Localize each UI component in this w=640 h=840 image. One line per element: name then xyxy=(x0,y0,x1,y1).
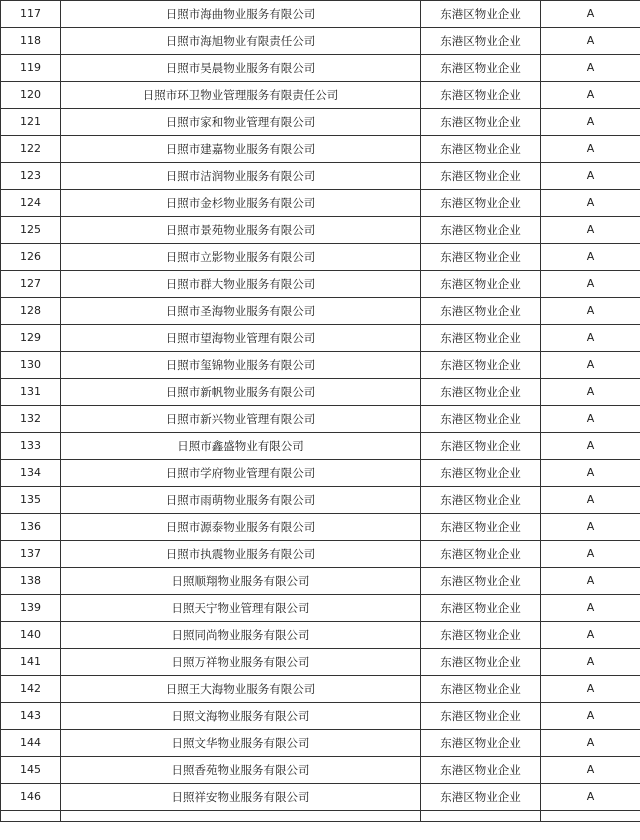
row-number-cell: 142 xyxy=(1,676,61,703)
table-row xyxy=(1,271,640,298)
table-body xyxy=(1,1,640,822)
table-row xyxy=(1,595,640,622)
grade-cell: A xyxy=(541,1,640,28)
table-row xyxy=(1,352,640,379)
company-name-cell: 日照市家和物业管理有限公司 xyxy=(61,109,421,136)
grade-cell: A xyxy=(541,298,640,325)
row-number-cell: 130 xyxy=(1,352,61,379)
grade-cell: A xyxy=(541,460,640,487)
grade-cell: A xyxy=(541,406,640,433)
table-row xyxy=(1,379,640,406)
company-name-cell: 日照天宁物业管理有限公司 xyxy=(61,595,421,622)
company-name-cell: 日照市海曲物业服务有限公司 xyxy=(61,1,421,28)
table-row xyxy=(1,703,640,730)
row-number-cell: 135 xyxy=(1,487,61,514)
district-category-cell: 东港区物业企业 xyxy=(421,298,541,325)
grade-cell: A xyxy=(541,325,640,352)
table-row xyxy=(1,190,640,217)
row-number-cell: 126 xyxy=(1,244,61,271)
row-number-cell: 117 xyxy=(1,1,61,28)
row-number-cell: 145 xyxy=(1,757,61,784)
table-row xyxy=(1,649,640,676)
district-category-cell: 东港区物业企业 xyxy=(421,757,541,784)
row-number-cell: 143 xyxy=(1,703,61,730)
company-name-cell: 日照市景苑物业服务有限公司 xyxy=(61,217,421,244)
table-row xyxy=(1,757,640,784)
district-category-cell: 东港区物业企业 xyxy=(421,568,541,595)
table-row xyxy=(1,163,640,190)
company-name-cell: 日照市执震物业服务有限公司 xyxy=(61,541,421,568)
table-row xyxy=(1,136,640,163)
row-number-cell: 134 xyxy=(1,460,61,487)
grade-cell: A xyxy=(541,568,640,595)
row-number-cell: 144 xyxy=(1,730,61,757)
grade-cell: A xyxy=(541,109,640,136)
row-number-cell: 119 xyxy=(1,55,61,82)
grade-cell: A xyxy=(541,136,640,163)
row-number-cell: 137 xyxy=(1,541,61,568)
company-name-cell: 日照市环卫物业管理服务有限责任公司 xyxy=(61,82,421,109)
company-name-cell: 日照市新帆物业服务有限公司 xyxy=(61,379,421,406)
company-name-cell: 日照市圣海物业服务有限公司 xyxy=(61,298,421,325)
district-category-cell: 东港区物业企业 xyxy=(421,379,541,406)
partial-cell xyxy=(1,811,61,822)
row-number-cell: 128 xyxy=(1,298,61,325)
district-category-cell: 东港区物业企业 xyxy=(421,190,541,217)
grade-cell: A xyxy=(541,55,640,82)
row-number-cell: 131 xyxy=(1,379,61,406)
grade-cell: A xyxy=(541,379,640,406)
district-category-cell: 东港区物业企业 xyxy=(421,163,541,190)
grade-cell: A xyxy=(541,514,640,541)
grade-cell: A xyxy=(541,82,640,109)
table-row-partial xyxy=(1,811,640,822)
district-category-cell: 东港区物业企业 xyxy=(421,649,541,676)
row-number-cell: 129 xyxy=(1,325,61,352)
company-name-cell: 日照市洁润物业服务有限公司 xyxy=(61,163,421,190)
district-category-cell: 东港区物业企业 xyxy=(421,622,541,649)
partial-cell xyxy=(541,811,640,822)
row-number-cell: 121 xyxy=(1,109,61,136)
company-name-cell: 日照同尚物业服务有限公司 xyxy=(61,622,421,649)
row-number-cell: 146 xyxy=(1,784,61,811)
district-category-cell: 东港区物业企业 xyxy=(421,676,541,703)
table-row xyxy=(1,541,640,568)
company-name-cell: 日照市玺锦物业服务有限公司 xyxy=(61,352,421,379)
company-name-cell: 日照市鑫盛物业有限公司 xyxy=(61,433,421,460)
table-row xyxy=(1,433,640,460)
company-name-cell: 日照市望海物业管理有限公司 xyxy=(61,325,421,352)
row-number-cell: 140 xyxy=(1,622,61,649)
district-category-cell: 东港区物业企业 xyxy=(421,1,541,28)
company-name-cell: 日照市群大物业服务有限公司 xyxy=(61,271,421,298)
table-row xyxy=(1,676,640,703)
district-category-cell: 东港区物业企业 xyxy=(421,433,541,460)
row-number-cell: 122 xyxy=(1,136,61,163)
district-category-cell: 东港区物业企业 xyxy=(421,514,541,541)
table-row xyxy=(1,406,640,433)
grade-cell: A xyxy=(541,163,640,190)
district-category-cell: 东港区物业企业 xyxy=(421,82,541,109)
grade-cell: A xyxy=(541,676,640,703)
company-name-cell: 日照市学府物业管理有限公司 xyxy=(61,460,421,487)
grade-cell: A xyxy=(541,541,640,568)
grade-cell: A xyxy=(541,622,640,649)
grade-cell: A xyxy=(541,649,640,676)
row-number-cell: 133 xyxy=(1,433,61,460)
company-name-cell: 日照市立影物业服务有限公司 xyxy=(61,244,421,271)
table-row xyxy=(1,325,640,352)
row-number-cell: 125 xyxy=(1,217,61,244)
district-category-cell: 东港区物业企业 xyxy=(421,109,541,136)
row-number-cell: 124 xyxy=(1,190,61,217)
district-category-cell: 东港区物业企业 xyxy=(421,244,541,271)
table-row xyxy=(1,784,640,811)
partial-cell xyxy=(61,811,421,822)
row-number-cell: 141 xyxy=(1,649,61,676)
company-name-cell: 日照市海旭物业有限责任公司 xyxy=(61,28,421,55)
table-row xyxy=(1,298,640,325)
grade-cell: A xyxy=(541,28,640,55)
district-category-cell: 东港区物业企业 xyxy=(421,595,541,622)
table-row xyxy=(1,28,640,55)
district-category-cell: 东港区物业企业 xyxy=(421,55,541,82)
row-number-cell: 127 xyxy=(1,271,61,298)
grade-cell: A xyxy=(541,784,640,811)
row-number-cell: 136 xyxy=(1,514,61,541)
row-number-cell: 138 xyxy=(1,568,61,595)
grade-cell: A xyxy=(541,217,640,244)
grade-cell: A xyxy=(541,487,640,514)
grade-cell: A xyxy=(541,271,640,298)
row-number-cell: 132 xyxy=(1,406,61,433)
district-category-cell: 东港区物业企业 xyxy=(421,352,541,379)
row-number-cell: 139 xyxy=(1,595,61,622)
table-row xyxy=(1,460,640,487)
company-name-cell: 日照香苑物业服务有限公司 xyxy=(61,757,421,784)
company-name-cell: 日照文海物业服务有限公司 xyxy=(61,703,421,730)
district-category-cell: 东港区物业企业 xyxy=(421,487,541,514)
table-row xyxy=(1,82,640,109)
grade-cell: A xyxy=(541,595,640,622)
district-category-cell: 东港区物业企业 xyxy=(421,28,541,55)
table-row xyxy=(1,514,640,541)
table-row xyxy=(1,730,640,757)
table-row xyxy=(1,1,640,28)
partial-cell xyxy=(421,811,541,822)
grade-cell: A xyxy=(541,244,640,271)
table-row xyxy=(1,568,640,595)
district-category-cell: 东港区物业企业 xyxy=(421,541,541,568)
table-row xyxy=(1,622,640,649)
grade-cell: A xyxy=(541,703,640,730)
table-row xyxy=(1,244,640,271)
row-number-cell: 123 xyxy=(1,163,61,190)
table-row xyxy=(1,109,640,136)
company-name-cell: 日照祥安物业服务有限公司 xyxy=(61,784,421,811)
district-category-cell: 东港区物业企业 xyxy=(421,217,541,244)
grade-cell: A xyxy=(541,433,640,460)
district-category-cell: 东港区物业企业 xyxy=(421,730,541,757)
district-category-cell: 东港区物业企业 xyxy=(421,136,541,163)
company-name-cell: 日照顺翔物业服务有限公司 xyxy=(61,568,421,595)
district-category-cell: 东港区物业企业 xyxy=(421,325,541,352)
district-category-cell: 东港区物业企业 xyxy=(421,406,541,433)
grade-cell: A xyxy=(541,352,640,379)
district-category-cell: 东港区物业企业 xyxy=(421,703,541,730)
company-name-cell: 日照王大海物业服务有限公司 xyxy=(61,676,421,703)
grade-cell: A xyxy=(541,757,640,784)
district-category-cell: 东港区物业企业 xyxy=(421,271,541,298)
company-name-cell: 日照市昊晨物业服务有限公司 xyxy=(61,55,421,82)
company-name-cell: 日照市新兴物业管理有限公司 xyxy=(61,406,421,433)
table-row xyxy=(1,487,640,514)
grade-cell: A xyxy=(541,190,640,217)
district-category-cell: 东港区物业企业 xyxy=(421,784,541,811)
company-name-cell: 日照万祥物业服务有限公司 xyxy=(61,649,421,676)
table-row xyxy=(1,217,640,244)
table-row xyxy=(1,55,640,82)
company-name-cell: 日照市雨萌物业服务有限公司 xyxy=(61,487,421,514)
company-name-cell: 日照市源泰物业服务有限公司 xyxy=(61,514,421,541)
company-name-cell: 日照市建嘉物业服务有限公司 xyxy=(61,136,421,163)
grade-cell: A xyxy=(541,730,640,757)
row-number-cell: 120 xyxy=(1,82,61,109)
company-name-cell: 日照市金杉物业服务有限公司 xyxy=(61,190,421,217)
company-name-cell: 日照文华物业服务有限公司 xyxy=(61,730,421,757)
row-number-cell: 118 xyxy=(1,28,61,55)
district-category-cell: 东港区物业企业 xyxy=(421,460,541,487)
